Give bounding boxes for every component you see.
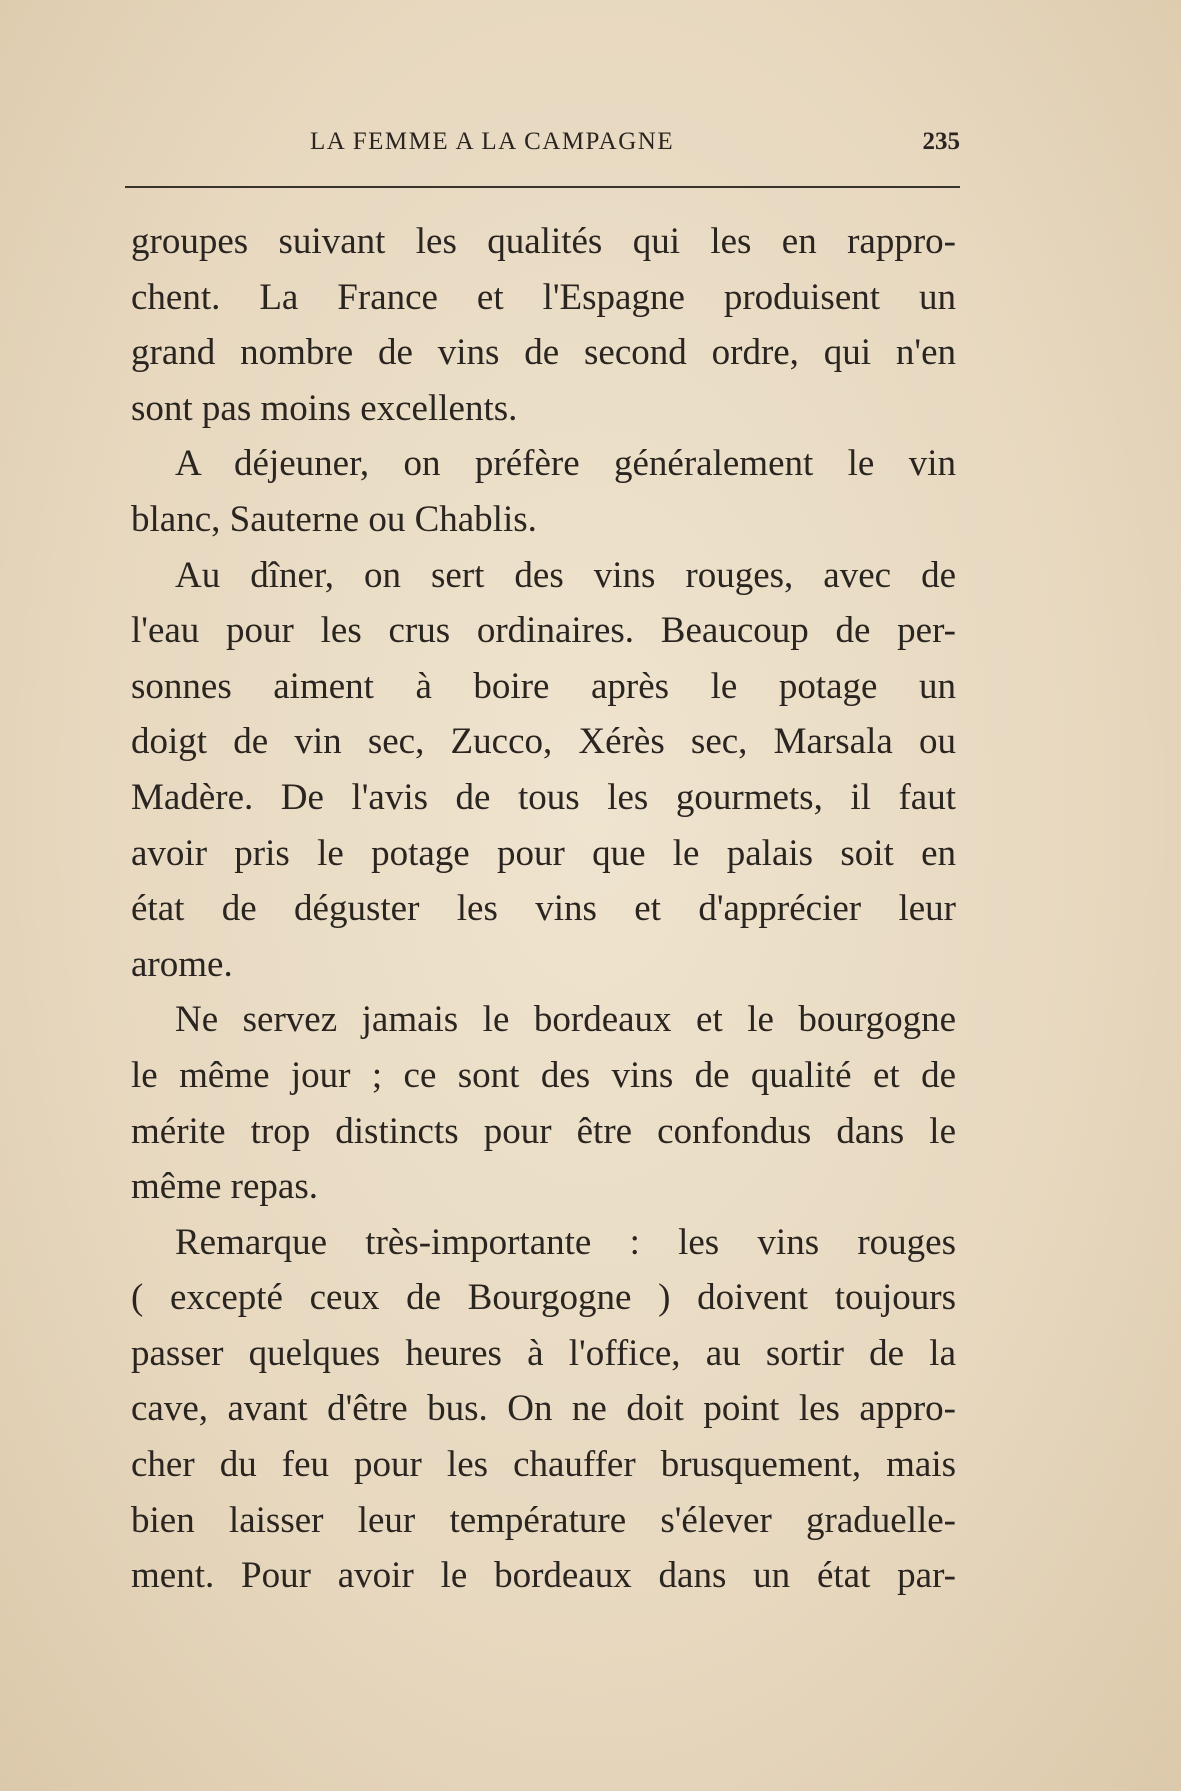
text-line: avoir pris le potage pour que le palais soit en	[131, 832, 956, 874]
text-line: grand nombre de vins de second ordre, qui n'en	[131, 332, 956, 374]
text-line: Madère. De l'avis de tous les gourmets, il faut	[131, 776, 956, 818]
text-line: ment. Pour avoir le bordeaux dans un état par-	[131, 1555, 956, 1597]
text-line: groupes suivant les qualités qui les en rappro-	[131, 221, 956, 262]
page-header	[125, 128, 960, 164]
text-line: sont pas moins excellents.	[131, 387, 518, 429]
text-line: passer quelques heures à l'office, au sortir de la	[131, 1332, 956, 1374]
text-line: Au dîner, on sert des vins rouges, avec de	[175, 554, 956, 596]
text-line: même repas.	[131, 1166, 318, 1208]
text-line: cher du feu pour les chauffer brusquement, mais	[131, 1444, 956, 1486]
text-line: doigt de vin sec, Zucco, Xérès sec, Marsala ou	[131, 721, 956, 763]
text-line: état de déguster les vins et d'apprécier leur	[131, 888, 956, 930]
text-line: sonnes aiment à boire après le potage un	[131, 665, 956, 707]
text-line: l'eau pour les crus ordinaires. Beaucoup de per-	[131, 610, 956, 652]
text-line: mérite trop distincts pour être confondus dans le	[131, 1110, 956, 1152]
text-line: cave, avant d'être bus. On ne doit point les appro-	[131, 1388, 956, 1430]
body-text	[131, 214, 956, 1604]
header-rule	[125, 186, 960, 188]
text-line: chent. La France et l'Espagne produisent un	[131, 276, 956, 318]
running-title: LA FEMME A LA CAMPAGNE	[310, 128, 675, 155]
text-line: arome.	[131, 943, 233, 985]
text-line: Ne servez jamais le bordeaux et le bourgogne	[175, 999, 956, 1041]
text-line: blanc, Sauterne ou Chablis.	[131, 498, 537, 540]
text-line: bien laisser leur température s'élever graduelle-	[131, 1499, 956, 1541]
text-line: ( excepté ceux de Bourgogne ) doivent toujours	[131, 1277, 956, 1319]
page-number: 235	[922, 128, 960, 155]
text-line: le même jour ; ce sont des vins de qualité et de	[131, 1054, 956, 1096]
text-line: A déjeuner, on préfère généralement le vin	[175, 443, 956, 485]
text-line: Remarque très-importante : les vins rouges	[175, 1221, 956, 1263]
